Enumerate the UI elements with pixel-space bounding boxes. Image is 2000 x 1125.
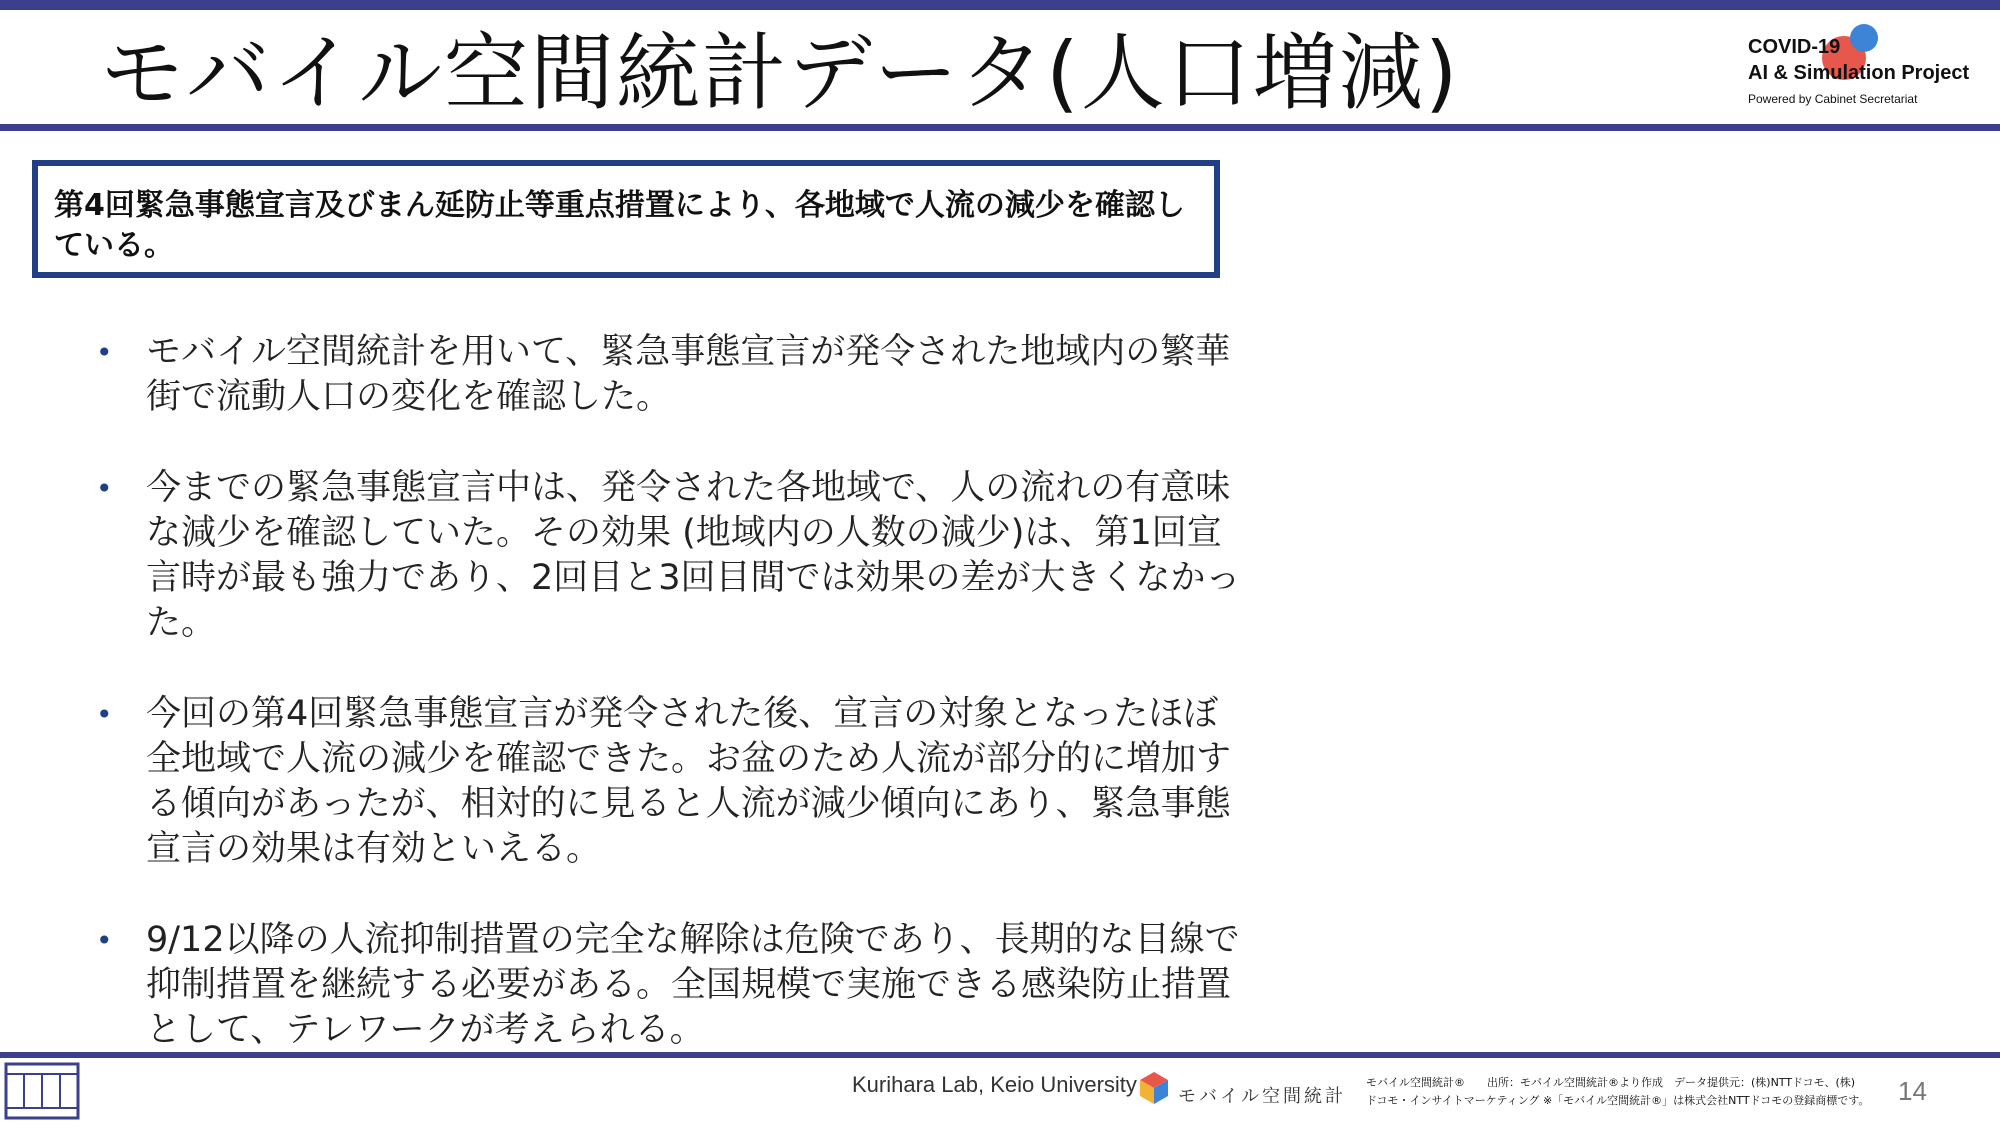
page-number: 14 [1898, 1076, 1927, 1106]
data-source-line-2: ドコモ・インサイトマーケティング ※「モバイル空間統計®」は株式会社NTTドコモの登録商標です。 [1366, 1094, 1870, 1107]
mobile-stats-logo [1134, 1068, 1346, 1108]
data-source-note [1366, 1074, 1869, 1110]
blue-circle-icon [1850, 24, 1878, 52]
summary-text: 第4回緊急事態宣言及びまん延防止等重点措置により、各地域で人流の減少を確認している。 [54, 188, 1185, 263]
bullet-icon: • [96, 472, 113, 505]
covid-project-logo [1746, 24, 1986, 114]
bullet-item [90, 918, 1250, 1053]
footer-lab-credit: Kurihara Lab, Keio University [852, 1072, 1137, 1097]
brand-line-3: Powered by Cabinet Secretariat [1748, 92, 1918, 106]
bullet-item [90, 466, 1250, 646]
slide-title: モバイル空間統計データ(人口増減) [100, 24, 1460, 122]
footer-divider [0, 1052, 2000, 1058]
bullet-text: 今回の第4回緊急事態宣言が発令された後、宣言の対象となったほぼ全地域で人流の減少を確認できた。お盆のため人流が部分的に増加する傾向があったが、相対的に見ると人流が減少傾向にあり、緊急事態宣言の効果は有効といえる。 [146, 694, 1232, 869]
top-rule [0, 0, 2000, 10]
bullet-text: 9/12以降の人流抑制措置の完全な解除は危険であり、長期的な目線で抑制措置を継続する必要がある。全国規模で実施できる感染防止措置として、テレワークが考えられる。 [146, 920, 1240, 1050]
title-divider [0, 124, 2000, 131]
brand-line-1: COVID-19 [1748, 36, 1841, 58]
summary-box [32, 160, 1220, 278]
bullet-item [90, 330, 1250, 420]
bullet-icon: • [96, 698, 113, 731]
data-source-line-1: モバイル空間統計® 出所：モバイル空間統計®より作成 データ提供元：(株)NTTドコモ、(株) [1366, 1076, 1856, 1089]
brand-line-2: AI & Simulation Project [1748, 62, 1970, 84]
bullet-icon: • [96, 924, 113, 957]
bullet-text: モバイル空間統計を用いて、緊急事態宣言が発令された地域内の繁華街で流動人口の変化を確認した。 [146, 332, 1231, 417]
bullet-text: 今までの緊急事態宣言中は、発令された各地域で、人の流れの有意味な減少を確認していた。その効果 (地域内の人数の減少)は、第1回宣言時が最も強力であり、2回目と3回目間では効果の差が大きくなかった。 [146, 468, 1241, 643]
cube-logo-icon [1134, 1068, 1174, 1108]
university-logo-icon [4, 1060, 80, 1122]
mobile-stats-logo-text: モバイル空間統計 [1178, 1086, 1346, 1107]
bullet-item [90, 692, 1250, 872]
bullet-icon: • [96, 336, 113, 369]
bullet-list [90, 330, 1250, 1099]
